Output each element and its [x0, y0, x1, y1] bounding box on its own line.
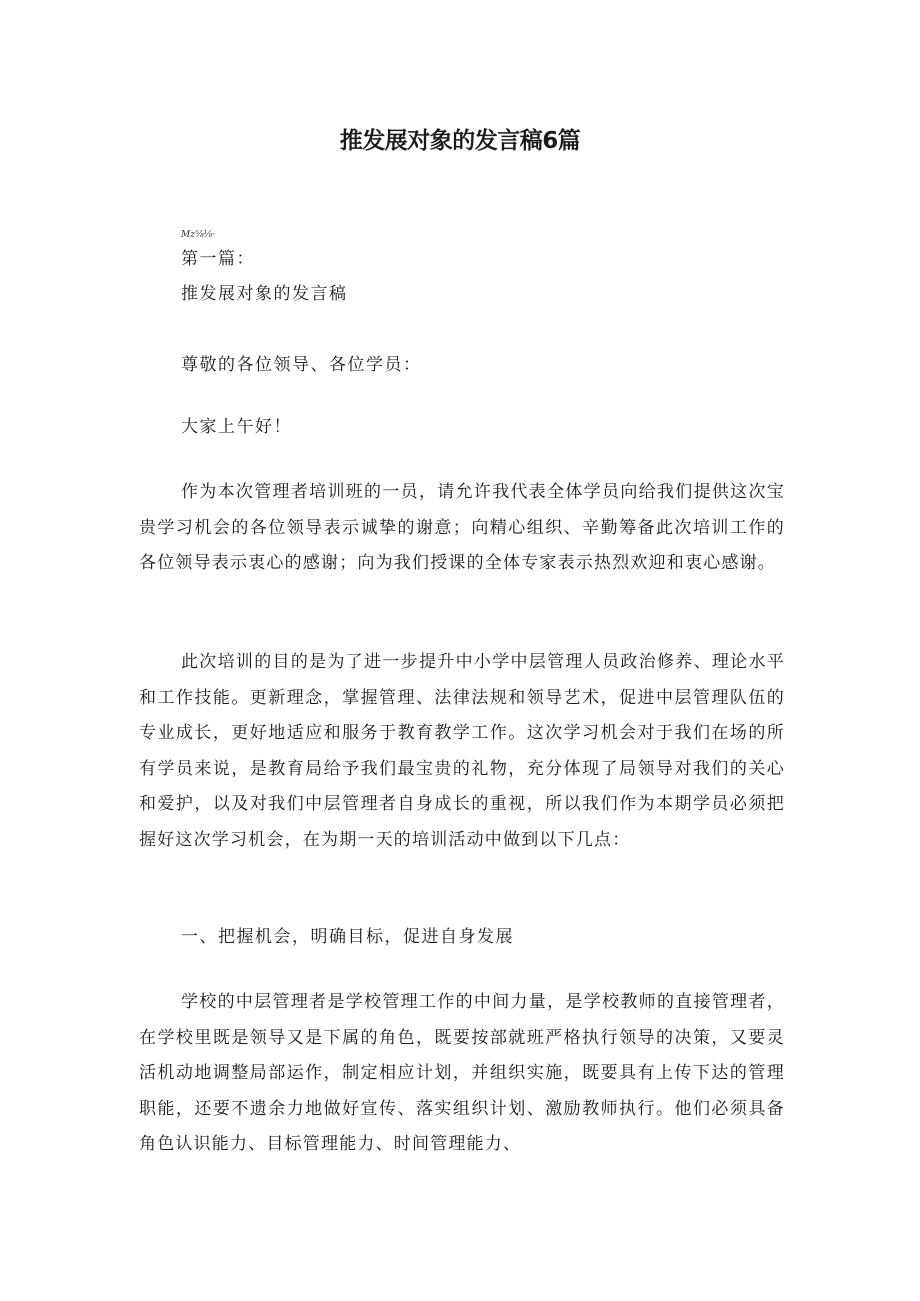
- section-heading: 一、把握机会，明确目标，促进自身发展: [181, 927, 514, 947]
- paragraph-middle-managers: 学校的中层管理者是学校管理工作的中间力量，是学校教师的直接管理者，在学校里既是领导又是下属的角色，既要按部就班严格执行领导的决策，又要灵活机动地调整局部运作，制定相应计划，并组织实施，既要具有上传下达的管理职能，还要不遗余力地做好宣传、落实组织计划、激励教师执行。他们必须具备角色认识能力、目标管理能力、时间管理能力、: [139, 992, 785, 1154]
- speech-subtitle: 推发展对象的发言稿: [181, 284, 348, 304]
- greeting: 大家上午好！: [181, 417, 292, 437]
- paragraph-purpose: 此次培训的目的是为了进一步提升中小学中层管理人员政治修养、理论水平和工作技能。更新理念，掌握管理、法律法规和领导艺术，促进中层管理队伍的专业成长，更好地适应和服务于教育教学工作。这次学习机会对于我们在场的所有学员来说，是教育局给予我们最宝贵的礼物，充分体现了局领导对我们的关心和爱护，以及对我们中层管理者自身成长的重视，所以我们作为本期学员必须把握好这次学习机会，在为期一天的培训活动中做到以下几点：: [139, 652, 785, 850]
- handwritten-mark: Mz⅝⅛·: [181, 230, 216, 240]
- chapter-label: 第一篇：: [181, 249, 255, 269]
- page-title: 推发展对象的发言稿6篇: [339, 128, 581, 154]
- salutation: 尊敬的各位领导、各位学员：: [181, 355, 422, 375]
- paragraph-thanks: 作为本次管理者培训班的一员，请允许我代表全体学员向给我们提供这次宝贵学习机会的各位领导表示诚挚的谢意；向精心组织、辛勤筹备此次培训工作的各位领导表示衷心的感谢；向为我们授课的全体专家表示热烈欢迎和衷心感谢。: [139, 482, 785, 573]
